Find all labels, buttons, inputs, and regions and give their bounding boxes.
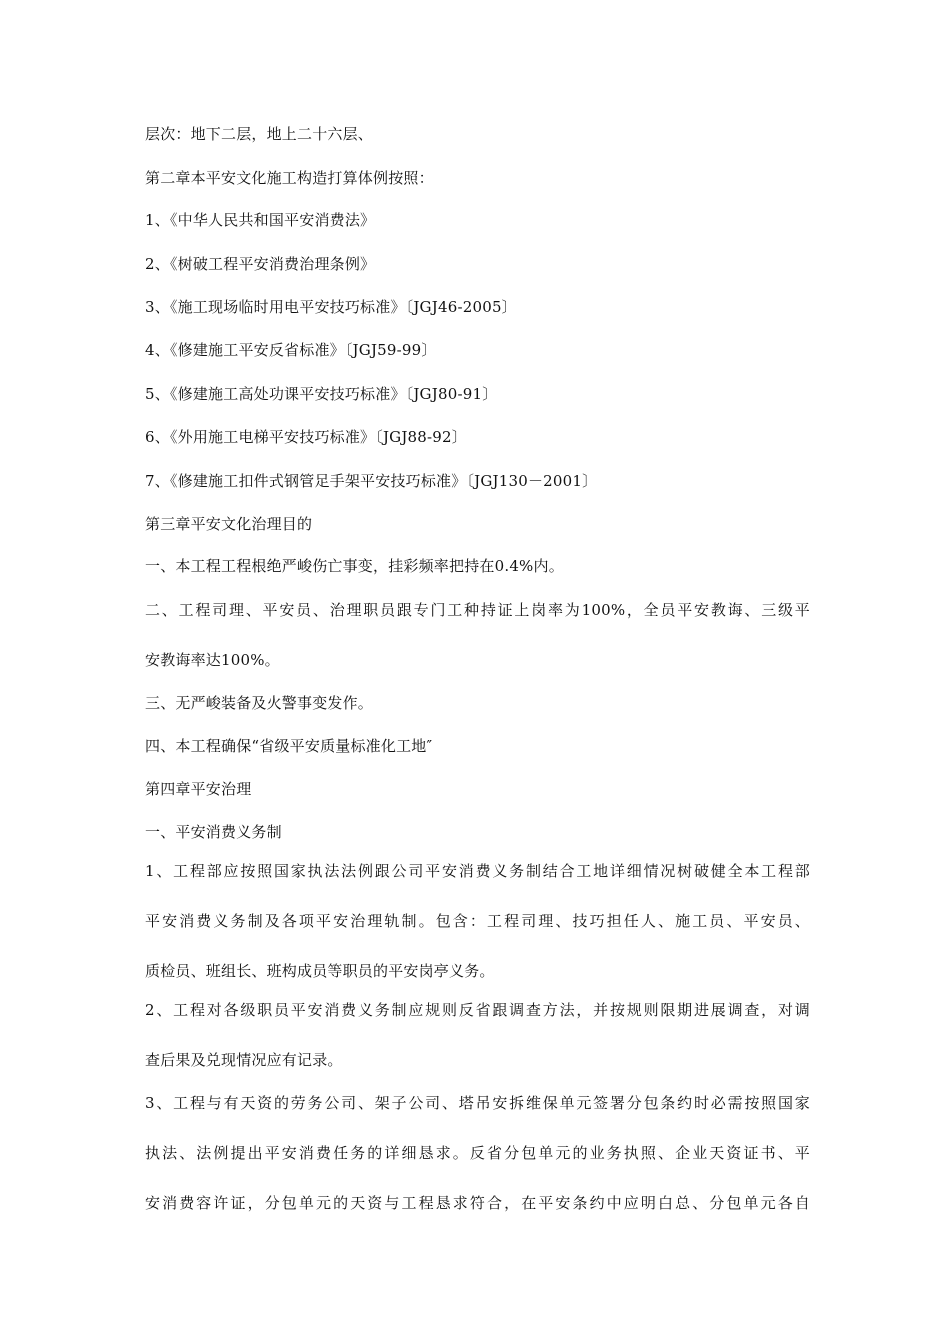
paragraph-1-line-2: 平安消费义务制及各项平安治理轨制。包含：工程司理、技巧担任人、施工员、平安员、 [145, 912, 810, 930]
chapter-heading-4: 第四章平安治理 [145, 780, 252, 798]
paragraph-1-line-3: 质检员、班组长、班构成员等职员的平安岗亭义务。 [145, 962, 495, 980]
chapter-heading-3: 第三章平安文化治理目的 [145, 515, 313, 533]
paragraph-3-line-2: 执法、法例提出平安消费任务的详细恳求。反省分包单元的业务执照、企业天资证书、平 [145, 1144, 810, 1162]
paragraph-1-line-1: 1、工程部应按照国家执法法例跟公司平安消费义务制结合工地详细情况树破健全本工程部 [145, 862, 810, 880]
goal-item-1: 一、本工程工程根绝严峻伤亡事变，挂彩频率把持在0.4%内。 [145, 557, 564, 575]
text-line-floors: 层次：地下二层，地上二十六层、 [145, 125, 374, 143]
list-item-1: 1、《中华人民共和国平安消费法》 [145, 211, 376, 229]
list-item-6: 6、《外用施工电梯平安技巧标准》〔JGJ88-92〕 [145, 428, 467, 446]
goal-item-3: 三、无严峻装备及火警事变发作。 [145, 694, 374, 712]
goal-item-2: 二、工程司理、平安员、治理职员跟专门工种持证上岗率为100%，全员平安教诲、三级平 [145, 601, 810, 619]
list-item-4: 4、《修建施工平安反省标准》〔JGJ59-99〕 [145, 341, 437, 359]
goal-item-2-cont: 安教诲率达100%。 [145, 651, 280, 669]
section-heading-responsibility: 一、平安消费义务制 [145, 823, 282, 841]
goal-item-4: 四、本工程确保“省级平安质量标准化工地″ [145, 737, 433, 755]
list-item-7: 7、《修建施工扣件式钢管足手架平安技巧标准》〔JGJ130－2001〕 [145, 472, 598, 490]
paragraph-2-line-1: 2、工程对各级职员平安消费义务制应规则反省跟调查方法，并按规则限期进展调查，对调 [145, 1001, 810, 1019]
list-item-5: 5、《修建施工高处功课平安技巧标准》〔JGJ80-91〕 [145, 385, 498, 403]
chapter-heading-2: 第二章本平安文化施工构造打算体例按照： [145, 169, 434, 187]
list-item-3: 3、《施工现场临时用电平安技巧标准》〔JGJ46-2005〕 [145, 298, 517, 316]
paragraph-3-line-3: 安消费容许证，分包单元的天资与工程恳求符合，在平安条约中应明白总、分包单元各自 [145, 1194, 810, 1212]
paragraph-3-line-1: 3、工程与有天资的劳务公司、架子公司、塔吊安拆维保单元签署分包条约时必需按照国家 [145, 1094, 810, 1112]
paragraph-2-line-2: 查后果及兑现情况应有记录。 [145, 1051, 343, 1069]
list-item-2: 2、《树破工程平安消费治理条例》 [145, 255, 376, 273]
